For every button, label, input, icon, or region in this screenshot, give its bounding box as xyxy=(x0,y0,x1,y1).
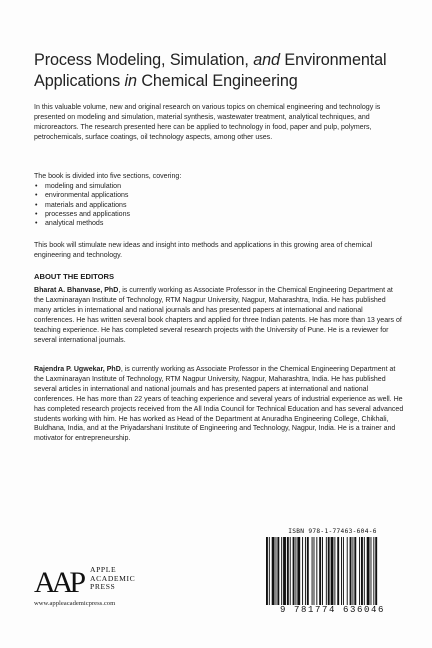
publisher-name xyxy=(90,566,135,592)
title-part-3: Applications xyxy=(34,72,121,90)
isbn-label: ISBN 978-1-77463-604-6 xyxy=(288,528,377,535)
barcode-bar xyxy=(371,537,372,605)
barcode-bar xyxy=(331,537,334,605)
title-part-1: Process Modeling, Simulation, xyxy=(34,51,249,69)
barcode-digits: 9 781774 636046 xyxy=(279,605,385,615)
list-item: • analytical methods xyxy=(34,219,334,228)
barcode-bar xyxy=(326,537,327,605)
barcode-bar xyxy=(350,537,352,605)
barcode-bar xyxy=(266,537,268,605)
publisher-logo-mark xyxy=(34,566,94,596)
barcode-bar xyxy=(293,537,295,605)
barcode-bar xyxy=(322,537,323,605)
barcode-bar xyxy=(277,537,279,605)
barcode-bar xyxy=(334,537,335,605)
publisher-name-line: ACADEMIC xyxy=(90,573,136,583)
barcode-bar xyxy=(359,537,360,605)
list-item: • materials and applications xyxy=(34,201,334,210)
logo-mark-letters: AAP xyxy=(34,566,83,596)
barcode-bar xyxy=(375,537,377,605)
barcode-bar xyxy=(364,537,365,605)
title-part-2: Environmental xyxy=(284,51,387,69)
barcode-bar xyxy=(276,537,277,605)
editors-heading: ABOUT THE EDITORS xyxy=(34,272,115,281)
barcode-bar xyxy=(287,537,289,605)
title-conjunction-in: in xyxy=(124,72,137,90)
barcode-bar xyxy=(337,537,339,605)
barcode-bar xyxy=(272,537,275,605)
editor-bio-text: , is currently working as Associate Professor in the Chemical Engineering Department at the Laxminarayan Institute of Technology, RTM Nagpur University, Nagpur, Maharashtra, India. He has published several articles in international and national journals and has presented papers at international and national conferences. He has more than 22 years of teaching experience and several years of industrial experience as well. He has completed research projects received from the All India Council for Technical Education and has several advanced students working with him. He has worked as Head of the Department at Anuradha Engineering College, Chikhali, Buldhana, India, and at the Priyadarshani Institute of Engineering and Technology, Nagpur, India. He is a trainer and motivator for entrepreneurship. xyxy=(34,366,404,443)
barcode-bar xyxy=(305,537,306,605)
title-conjunction-and: and xyxy=(253,51,280,69)
editor-name: Bharat A. Bhanvase, PhD xyxy=(34,287,119,294)
list-item: • environmental applications xyxy=(34,191,334,200)
list-item: • processes and applications xyxy=(34,210,334,219)
barcode-bar xyxy=(373,537,374,605)
publisher-name-line: APPLE xyxy=(90,565,117,574)
barcode-bar xyxy=(302,537,303,605)
editor-bio-text: , is currently working as Associate Professor in the Chemical Engineering Department at the Laxminarayan Institute of Technology, RTM Nagpur University, Nagpur, Maharashtra, India. He has published many articles in international and national journals and has presented papers at international and national conferences. He has written several book chapters and applied for three Indian patents. He has more than 13 years of teaching experience. He has completed several research projects with the University of Pune. He is a reviewer for several international journals. xyxy=(34,287,402,344)
barcode-bar xyxy=(352,537,353,605)
barcode-bar xyxy=(354,537,356,605)
isbn-barcode xyxy=(261,528,404,620)
barcode-bar xyxy=(367,537,370,605)
barcode-bar xyxy=(341,537,342,605)
barcode-bar xyxy=(319,537,321,605)
barcode-bar xyxy=(283,537,286,605)
intro-paragraph: In this valuable volume, new and original research on various topics on chemical engineering and technology is presented on modeling and simulation, material synthesis, wastewater treatment, analytical techniques, and microreactors. The research presented here can be applied to technology in food, paper and pulp, polymers, petrochemicals, surface coatings, oil technology aspects, among other uses. xyxy=(34,104,381,141)
barcode-bar xyxy=(316,537,317,605)
sections-lead: The book is divided into five sections, covering: xyxy=(34,173,182,180)
editor-name: Rajendra P. Ugwekar, PhD xyxy=(34,366,121,373)
sections-list xyxy=(34,182,334,228)
barcode-bar xyxy=(314,537,315,605)
publisher-url: www.appleacademicpress.com xyxy=(34,600,116,607)
barcode-bar xyxy=(328,537,330,605)
barcode-bar xyxy=(295,537,296,605)
barcode-bars xyxy=(263,537,402,605)
editor-bio-2 xyxy=(34,365,404,444)
barcode-bar xyxy=(312,537,313,605)
publisher-name-line: PRESS xyxy=(90,582,116,592)
title-part-4: Chemical Engineering xyxy=(141,72,298,90)
closing-paragraph: This book will stimulate new ideas and insight into methods and applications in this growing area of chemical engineering and technology. xyxy=(34,242,373,259)
barcode-bar xyxy=(307,537,309,605)
editor-bio-1 xyxy=(34,286,404,345)
barcode-bar xyxy=(361,537,363,605)
book-title xyxy=(34,50,404,92)
barcode-bar xyxy=(297,537,300,605)
barcode-bar xyxy=(343,537,344,605)
barcode-bar xyxy=(347,537,348,605)
list-item: • modeling and simulation xyxy=(34,182,334,191)
barcode-bar xyxy=(290,537,291,605)
barcode-bar xyxy=(269,537,270,605)
barcode-bar xyxy=(281,537,282,605)
